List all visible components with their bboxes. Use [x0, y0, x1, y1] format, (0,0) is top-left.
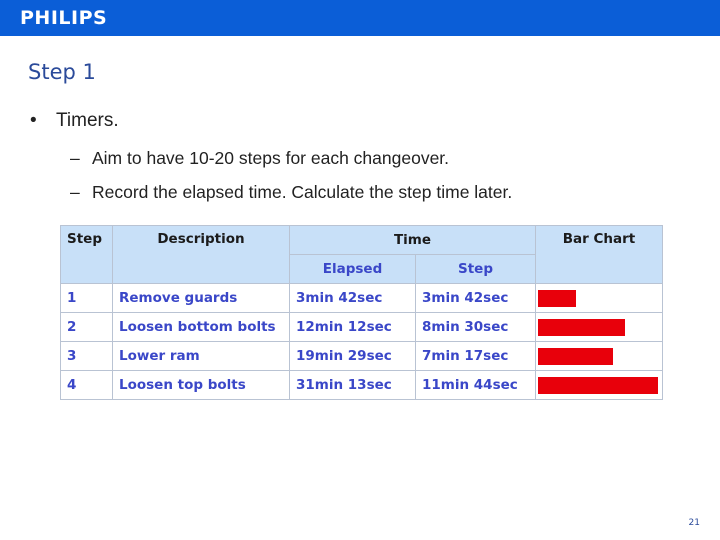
- header-step-time: Step: [416, 255, 536, 284]
- cell-bar: [536, 313, 663, 342]
- cell-bar: [536, 284, 663, 313]
- cell-step-time: 3min 42sec: [416, 284, 536, 313]
- table-header-row: [61, 226, 663, 255]
- bullet-item: [30, 110, 119, 132]
- cell-step: 3: [61, 342, 113, 371]
- time-bar: [538, 348, 613, 365]
- cell-bar: [536, 342, 663, 371]
- header-bar-chart: Bar Chart: [536, 226, 663, 284]
- header-bar: [0, 0, 720, 36]
- cell-step-time: 11min 44sec: [416, 371, 536, 400]
- cell-elapsed: 3min 42sec: [290, 284, 416, 313]
- cell-elapsed: 31min 13sec: [290, 371, 416, 400]
- cell-elapsed: 12min 12sec: [290, 313, 416, 342]
- dash-icon: –: [70, 148, 80, 168]
- subbullet-item: [70, 182, 512, 203]
- cell-step: 4: [61, 371, 113, 400]
- cell-description: Loosen top bolts: [113, 371, 290, 400]
- bullet-dot-icon: •: [30, 110, 37, 131]
- time-bar: [538, 290, 576, 307]
- header-description: Description: [113, 226, 290, 284]
- cell-step-time: 7min 17sec: [416, 342, 536, 371]
- subbullet-text: Record the elapsed time. Calculate the step time later.: [92, 182, 513, 202]
- cell-description: Loosen bottom bolts: [113, 313, 290, 342]
- time-bar: [538, 377, 658, 394]
- cell-step-time: 8min 30sec: [416, 313, 536, 342]
- table-row: [61, 284, 663, 313]
- table-row: [61, 342, 663, 371]
- table-row: [61, 371, 663, 400]
- cell-description: Lower ram: [113, 342, 290, 371]
- bullet-text: Timers.: [56, 110, 119, 131]
- table-row: [61, 313, 663, 342]
- cell-bar: [536, 371, 663, 400]
- time-bar: [538, 319, 625, 336]
- header-time: Time: [290, 226, 536, 255]
- dash-icon: –: [70, 182, 80, 202]
- subbullet-text: Aim to have 10-20 steps for each changeover.: [92, 148, 450, 168]
- slide-title: Step 1: [28, 60, 96, 84]
- changeover-table: [60, 225, 663, 400]
- cell-description: Remove guards: [113, 284, 290, 313]
- cell-elapsed: 19min 29sec: [290, 342, 416, 371]
- cell-step: 1: [61, 284, 113, 313]
- philips-logo: PHILIPS: [20, 7, 108, 29]
- subbullet-item: [70, 148, 449, 169]
- page-number: 21: [688, 518, 700, 528]
- cell-step: 2: [61, 313, 113, 342]
- header-elapsed: Elapsed: [290, 255, 416, 284]
- header-step: Step: [61, 226, 113, 284]
